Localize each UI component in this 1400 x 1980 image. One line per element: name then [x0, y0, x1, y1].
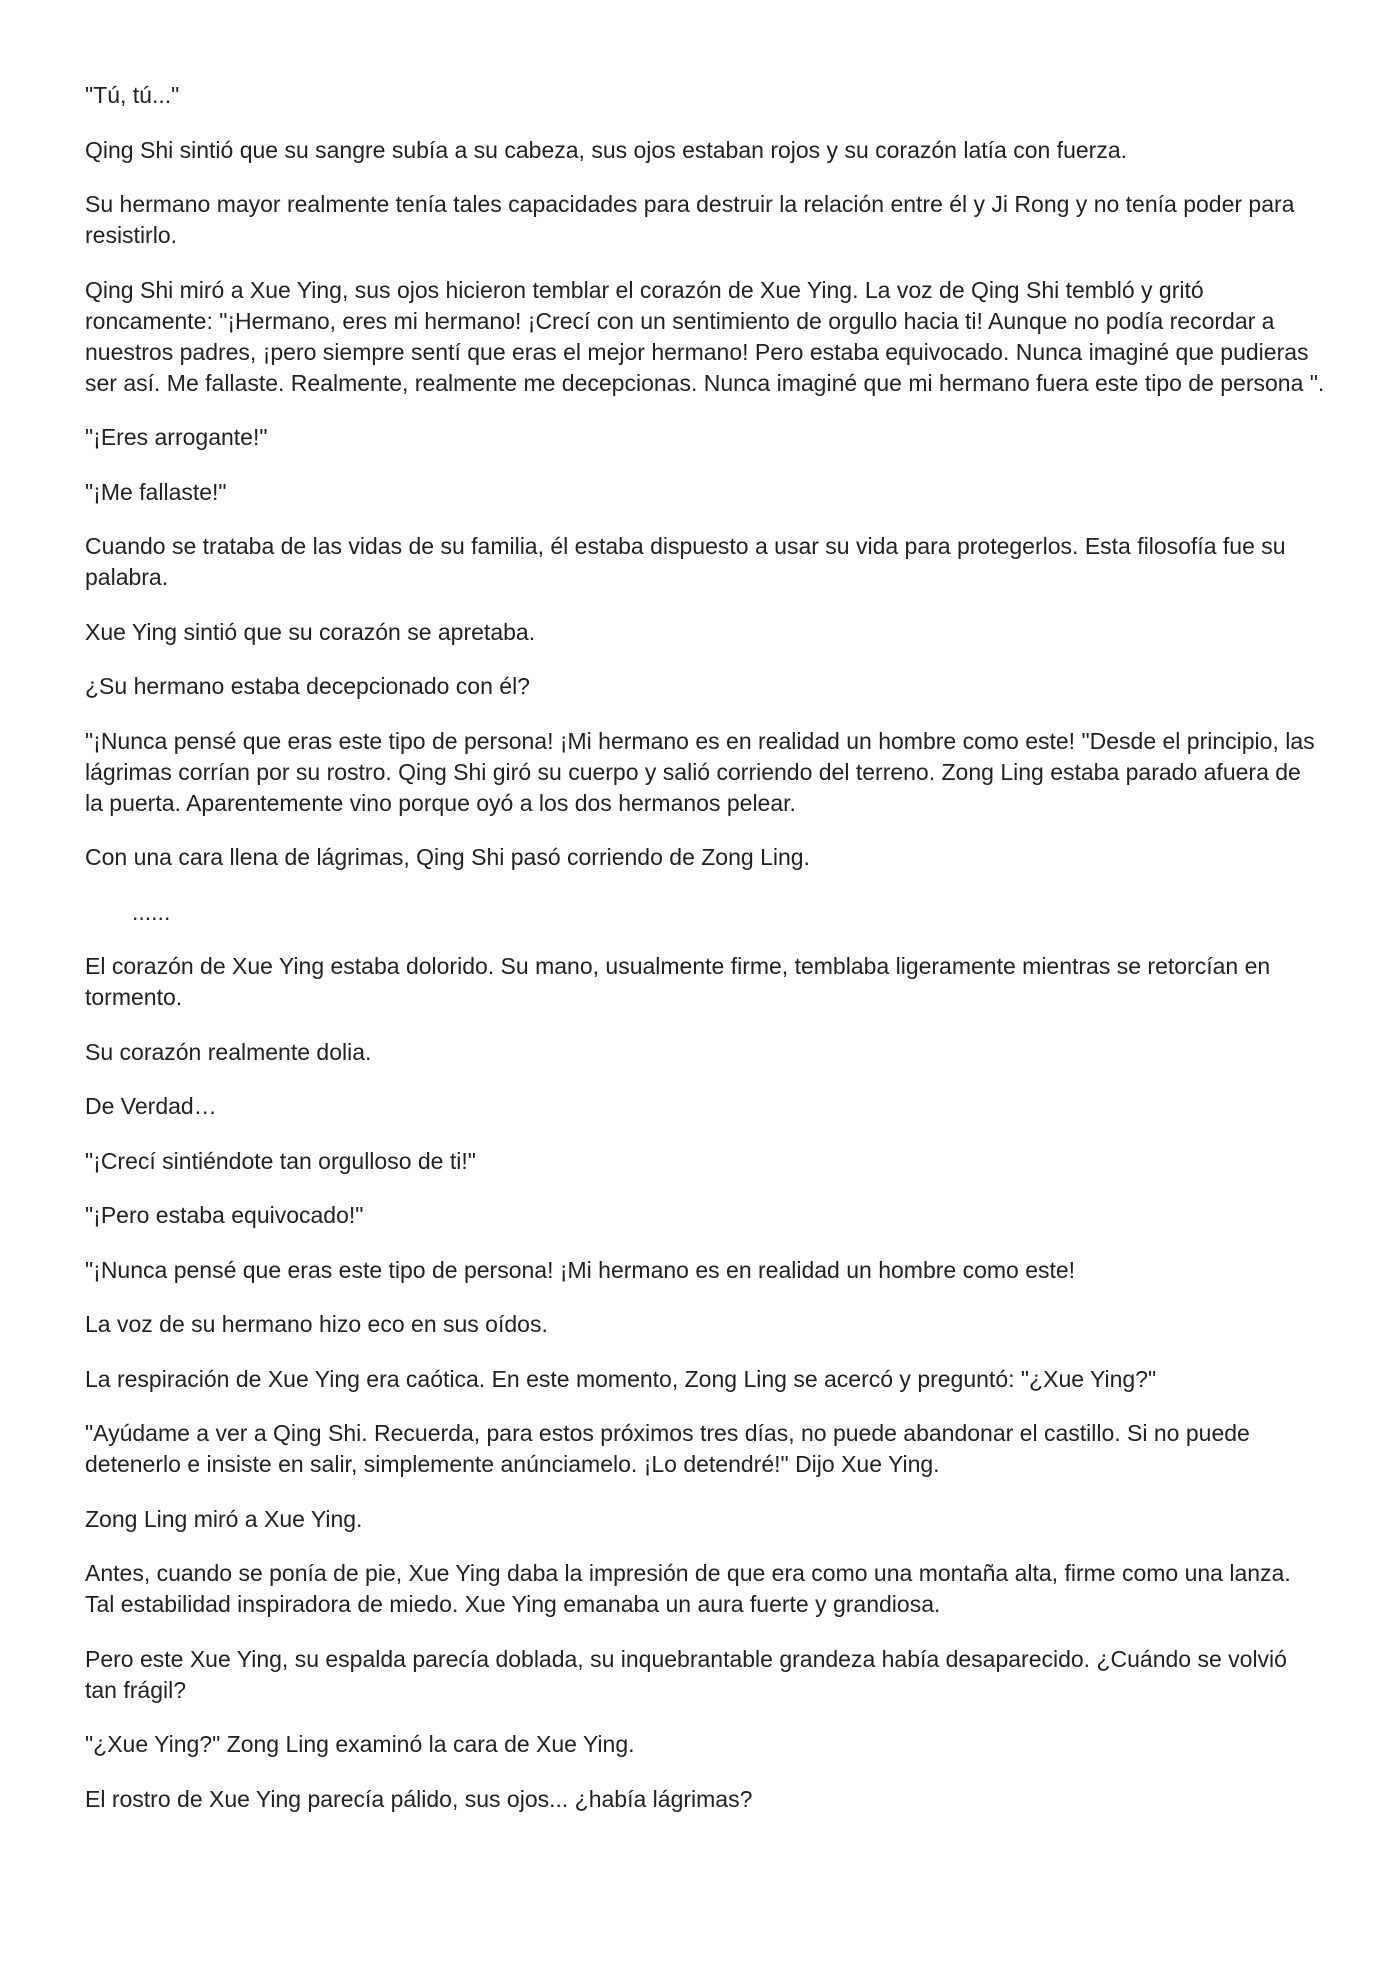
paragraph: Qing Shi miró a Xue Ying, sus ojos hicieron temblar el corazón de Xue Ying. La voz de Qing Shi tembló y gritó roncamente: "¡Hermano, eres mi hermano! ¡Crecí con un sentimiento de orgullo hacia ti! Aunque no podía recordar a nuestros padres, ¡pero siempre sentí que eras el mejor hermano! Pero estaba equivocado. Nunca imaginé que pudieras ser así. Me fallaste. Realmente, realmente me decepcionas. Nunca imaginé que mi hermano fuera este tipo de persona ". — [85, 276, 1325, 396]
paragraph: "¡Eres arrogante!" — [85, 424, 268, 450]
paragraph: ¿Su hermano estaba decepcionado con él? — [85, 673, 530, 699]
paragraph: "¡Nunca pensé que eras este tipo de persona! ¡Mi hermano es en realidad un hombre como este! — [85, 1256, 1076, 1283]
paragraph: "¿Xue Ying?" Zong Ling examinó la cara de Xue Ying. — [85, 1731, 635, 1757]
paragraph: "¡Pero estaba equivocado!" — [85, 1202, 364, 1228]
paragraph: El corazón de Xue Ying estaba dolorido. Su mano, usualmente firme, temblaba ligeramente mientras se retorcían en tormento. — [85, 953, 1277, 1010]
paragraph: "Ayúdame a ver a Qing Shi. Recuerda, para estos próximos tres días, no puede abandonar el castillo. Si no puede detenerlo e insiste en salir, simplemente anúnciamelo. ¡Lo detendré!" Dijo Xue Ying. — [85, 1420, 1257, 1477]
paragraph: Su hermano mayor realmente tenía tales capacidades para destruir la relación entre él y Ji Rong y no tenía poder para resistirlo. — [85, 191, 1301, 248]
section-break: ...... — [132, 898, 171, 925]
paragraph: La respiración de Xue Ying era caótica. En este momento, Zong Ling se acercó y preguntó: "¿Xue Ying?" — [85, 1365, 1157, 1392]
paragraph: Antes, cuando se ponía de pie, Xue Ying daba la impresión de que era como una montaña alta, firme como una lanza. Tal estabilidad inspiradora de miedo. Xue Ying emanaba un aura fuerte y grandiosa. — [85, 1560, 1297, 1617]
document-page — [85, 80, 1325, 1838]
paragraph: "¡Crecí sintiéndote tan orgulloso de ti!" — [85, 1147, 476, 1174]
paragraph: Pero este Xue Ying, su espalda parecía doblada, su inquebrantable grandeza había desaparecido. ¿Cuándo se volvió tan frágil? — [85, 1645, 1294, 1703]
paragraph: Xue Ying sintió que su corazón se apretaba. — [85, 618, 536, 645]
paragraph: Zong Ling miró a Xue Ying. — [85, 1505, 363, 1532]
paragraph: De Verdad… — [85, 1093, 217, 1119]
paragraph: Cuando se trataba de las vidas de su familia, él estaba dispuesto a usar su vida para protegerlos. Esta filosofía fue su palabra. — [85, 533, 1292, 590]
paragraph: El rostro de Xue Ying parecía pálido, sus ojos... ¿había lágrimas? — [85, 1785, 753, 1812]
paragraph: "¡Nunca pensé que eras este tipo de persona! ¡Mi hermano es en realidad un hombre como este! "Desde el principio, las lágrimas corrían por su rostro. Qing Shi giró su cuerpo y salió corriendo del terreno. Zong Ling estaba parado afuera de la puerta. Aparentemente vino porque oyó a los dos hermanos pelear. — [85, 727, 1322, 816]
paragraph: Con una cara llena de lágrimas, Qing Shi pasó corriendo de Zong Ling. — [85, 844, 810, 870]
paragraph: La voz de su hermano hizo eco en sus oídos. — [85, 1311, 548, 1337]
paragraph: Qing Shi sintió que su sangre subía a su cabeza, sus ojos estaban rojos y su corazón latía con fuerza. — [85, 136, 1127, 163]
paragraph: "Tú, tú..." — [85, 82, 180, 108]
paragraph: Su corazón realmente dolia. — [85, 1038, 372, 1065]
paragraph: "¡Me fallaste!" — [85, 478, 227, 505]
